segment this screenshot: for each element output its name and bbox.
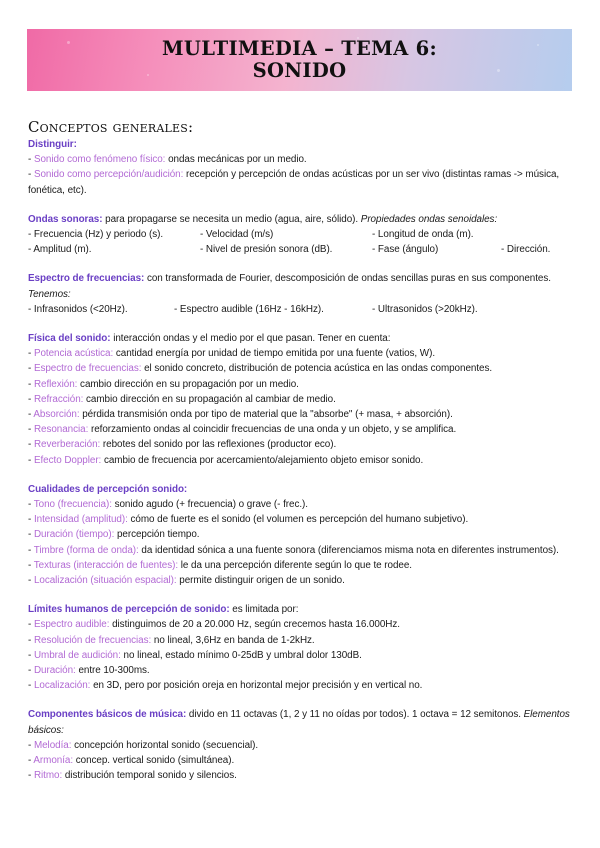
list-item: - Amplitud (m). — [28, 244, 92, 256]
heading-cualidades: Cualidades de percepción sonido: — [28, 483, 188, 495]
section-title: Conceptos generales: — [28, 118, 194, 136]
block-limites — [28, 602, 576, 693]
page-title-line-1: MULTIMEDIA – TEMA 6: — [162, 37, 437, 60]
list-item: - Fase (ángulo) — [372, 244, 439, 256]
block-espectro — [28, 271, 576, 317]
list-item: - Armonía: concep. vertical sonido (simultánea). — [28, 755, 235, 767]
list-item: - Refracción: cambio dirección en su propagación al cambiar de medio. — [28, 393, 336, 405]
block-fisica — [28, 331, 576, 468]
list-item: - Espectro audible (16Hz - 16kHz). — [174, 303, 324, 315]
list-item: - Ultrasonidos (>20kHz). — [372, 303, 478, 315]
list-item: - Dirección. — [501, 244, 551, 256]
heading-fisica: Física del sonido: — [28, 332, 111, 344]
paragraph-ondas: Ondas sonoras: para propagarse se necesita un medio (agua, aire, sólido). Propiedades ondas senoidales: — [28, 213, 498, 225]
list-item: - Texturas (interacción de fuentes): le da una percepción diferente según lo que te rodee. — [28, 559, 413, 571]
block-componentes — [28, 707, 576, 783]
paragraph-limites: Límites humanos de percepción de sonido: es limitada por: — [28, 604, 299, 616]
list-item: - Longitud de onda (m). — [372, 229, 474, 241]
list-item: - Localización: en 3D, pero por posición oreja en horizontal mejor precisión y en vertical no. — [28, 680, 423, 692]
heading-espectro: Espectro de frecuencias: — [28, 273, 145, 285]
list-item: - Duración (tiempo): percepción tiempo. — [28, 529, 200, 541]
list-item: - Espectro audible: distinguimos de 20 a 20.000 Hz, según crecemos hasta 16.000Hz. — [28, 619, 400, 631]
list-item: - Timbre (forma de onda): da identidad sónica a una fuente sonora (diferenciamos misma nota en diferentes instrumentos). — [28, 544, 559, 556]
list-item: - Nivel de presión sonora (dB). — [200, 244, 333, 256]
list-item: - Sonido como percepción/audición: recepción y percepción de ondas acústicas por un ser vivo (distintas ramas -> música, fonética, etc). — [28, 169, 560, 196]
heading-limites: Límites humanos de percepción de sonido: — [28, 604, 230, 616]
list-item: - Infrasonidos (<20Hz). — [28, 303, 128, 315]
spectrum-row — [28, 302, 576, 317]
list-item: - Potencia acústica: cantidad energía por unidad de tiempo emitida por una fuente (vatios, W). — [28, 348, 436, 360]
properties-row-2 — [28, 242, 576, 257]
heading-ondas: Ondas sonoras: — [28, 213, 103, 225]
list-item: - Duración: entre 10-300ms. — [28, 665, 150, 677]
list-item: - Ritmo: distribución temporal sonido y silencios. — [28, 770, 237, 782]
list-item: - Sonido como fenómeno físico: ondas mecánicas por un medio. — [28, 154, 307, 166]
paragraph-componentes: Componentes básicos de música: divido en 11 octavas (1, 2 y 11 no oídas por todos). 1 octava = 12 semitonos. Elementos básicos: — [28, 709, 570, 736]
heading-componentes: Componentes básicos de música: — [28, 709, 187, 721]
list-item: - Resolución de frecuencias: no lineal, 3,6Hz en banda de 1-2kHz. — [28, 634, 315, 646]
list-item: - Espectro de frecuencias: el sonido concreto, distribución de potencia acústica en las ondas componentes. — [28, 363, 493, 375]
block-ondas — [28, 212, 576, 258]
list-item: - Umbral de audición: no lineal, estado mínimo 0-25dB y umbral dolor 130dB. — [28, 649, 362, 661]
list-item: - Velocidad (m/s) — [200, 229, 274, 241]
list-item: - Absorción: pérdida transmisión onda por tipo de material que la "absorbe" (+ masa, + absorción). — [28, 409, 453, 420]
page-title-line-2: SONIDO — [252, 59, 347, 82]
page-title — [27, 38, 572, 82]
heading-distinguir: Distinguir: — [28, 139, 77, 150]
paragraph-fisica: Física del sonido: interacción ondas y el medio por el que pasan. Tener en cuenta: — [28, 332, 391, 344]
properties-row-1 — [28, 227, 576, 242]
list-item: - Efecto Doppler: cambio de frecuencia por acercamiento/alejamiento objeto emisor sonido. — [28, 454, 424, 466]
list-item: - Localización (situación espacial): permite distinguir origen de un sonido. — [28, 575, 345, 587]
block-distinguir — [28, 137, 576, 198]
list-item: - Tono (frecuencia): sonido agudo (+ frecuencia) o grave (- frec.). — [28, 499, 308, 511]
block-cualidades — [28, 482, 576, 588]
list-item: - Melodía: concepción horizontal sonido (secuencial). — [28, 739, 259, 751]
list-item: - Reverberación: rebotes del sonido por las reflexiones (productor eco). — [28, 439, 337, 451]
title-banner — [27, 29, 572, 91]
paragraph-espectro: Espectro de frecuencias: con transformada de Fourier, descomposición de ondas sencillas puras en sus componentes. Tenemos: — [28, 273, 551, 300]
list-item: - Frecuencia (Hz) y periodo (s). — [28, 229, 164, 241]
list-item: - Intensidad (amplitud): cómo de fuerte es el sonido (el volumen es percepción del humano subjetivo). — [28, 514, 469, 526]
list-item: - Reflexión: cambio dirección en su propagación por un medio. — [28, 378, 299, 390]
list-item: - Resonancia: reforzamiento ondas al coincidir frecuencias de una onda y un objeto, y se amplifica. — [28, 424, 457, 436]
document-body — [28, 137, 576, 783]
